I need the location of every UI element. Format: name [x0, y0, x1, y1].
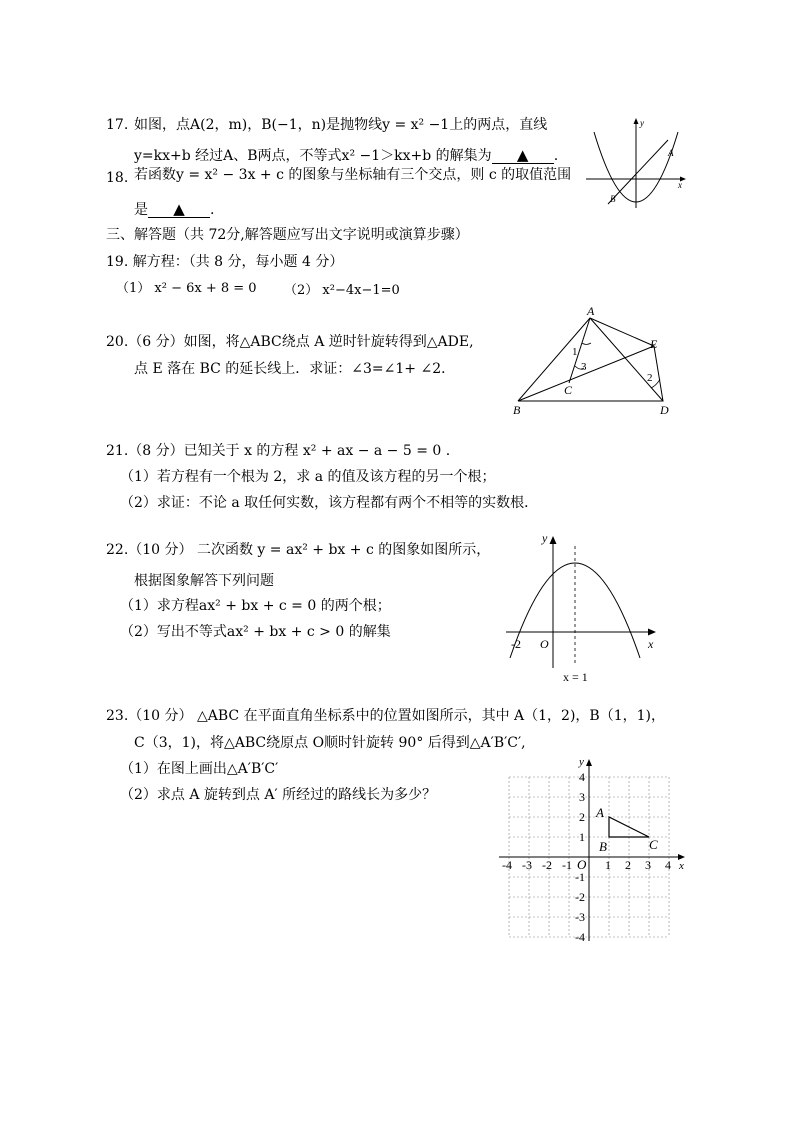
q22-symmetry-label: x = 1	[563, 670, 588, 684]
q23-ytick: 2	[579, 810, 585, 824]
q17-figure	[580, 112, 690, 212]
q18-line2	[134, 201, 214, 219]
q23-xtick: -4	[502, 858, 512, 872]
q23-xtick: 4	[665, 858, 671, 872]
q23-xtick: -1	[562, 858, 572, 872]
q23-ytick: 1	[579, 830, 585, 844]
q18-end: .	[210, 202, 215, 218]
q20-figure	[508, 304, 678, 418]
q17-point-a-label: A	[668, 148, 674, 158]
q22-line1: 22.（10 分） 二次函数 y = ax² + bx + c 的图象如图所示，	[106, 542, 491, 558]
q21-line1: 21.（8 分）已知关于 x 的方程 x² + ax − a − 5 = 0 .	[106, 443, 451, 459]
q23-xtick: -3	[522, 858, 532, 872]
q18-line1: 若函数y = x² − 3x + c 的图象与坐标轴有三个交点，则 c 的取值范围	[134, 167, 572, 183]
q23-ytick: -2	[575, 890, 585, 904]
q22-x-label: x	[648, 637, 654, 651]
q17-y-arrow	[634, 118, 639, 124]
q20-line2: 点 E 落在 BC 的延长线上．求证：∠3=∠1+ ∠2．	[134, 361, 456, 377]
q22-origin-label: O	[540, 637, 549, 651]
q19-title: 19. 解方程：（共 8 分，每小题 4 分）	[106, 254, 344, 270]
q17-line1: 如图，点A(2，m)，B(−1，n)是抛物线y = x² −1上的两点，直线	[134, 117, 548, 133]
q21-part1: （1）若方程有一个根为 2，求 a 的值及该方程的另一个根；	[120, 469, 496, 485]
q22-figure	[500, 528, 670, 688]
q20-angle1-label: 1	[572, 346, 578, 358]
q17-y-label: y	[640, 118, 644, 128]
q20-angle2-label: 2	[647, 372, 653, 384]
q17-line2-text: y=kx+b 经过A、B两点，不等式x² −1＞kx+b 的解集为	[134, 148, 492, 164]
q19-part1: （1） x² − 6x + 8 = 0	[116, 281, 257, 296]
q21-part2: （2）求证：不论 a 取任何实数，该方程都有两个不相等的实数根．	[120, 495, 539, 511]
q20-label-e: E	[650, 337, 658, 351]
q23-label-a: A	[596, 805, 604, 820]
q23-xtick: 3	[645, 858, 651, 872]
q23-xtick: 2	[625, 858, 631, 872]
q20-angle1-arc	[582, 343, 591, 345]
q17-line-kxb	[608, 140, 668, 204]
q20-segment-ad	[590, 318, 663, 401]
q23-x-label: x	[679, 860, 684, 872]
q23-line1: 23.（10 分） △ABC 在平面直角坐标系中的位置如图所示，其中 A（1，2)，B（1，1)，	[106, 708, 665, 724]
q17-point-b-label: B	[610, 194, 616, 204]
q23-part2: （2）求点 A 旋转到点 A′ 所经过的路线长为多少？	[120, 787, 437, 803]
q20-label-d: D	[660, 403, 669, 417]
q20-label-a: A	[587, 304, 595, 318]
section3-heading: 三、解答题（共 72分,解答题应写出文字说明或演算步骤）	[106, 227, 469, 243]
q23-y-label: y	[579, 756, 584, 768]
q23-y-arrow	[586, 759, 592, 766]
q20-label-c: C	[564, 383, 573, 397]
q23-ytick: -3	[575, 910, 585, 924]
q17-answer-blank: ▲	[492, 148, 554, 164]
q23-xtick: 1	[605, 858, 611, 872]
q20-angle3-label: 3	[581, 361, 587, 373]
q22-part2: （2）写出不等式ax² + bx + c > 0 的解集	[120, 624, 391, 640]
q23-figure	[495, 755, 690, 945]
q23-xtick: -2	[542, 858, 552, 872]
q22-line2: 根据图象解答下列问题	[134, 573, 274, 589]
q19-part2: （2） x²−4x−1=0	[284, 283, 400, 298]
q22-tick-neg2: -2	[511, 637, 521, 651]
q20-line1: 20.（6 分）如图，将△ABC绕点 A 逆时针旋转得到△ADE,	[106, 334, 474, 350]
q23-ytick: 4	[579, 770, 585, 784]
q23-label-b: B	[599, 839, 607, 854]
q17-line2	[134, 147, 558, 165]
q20-segment-bce	[518, 346, 654, 401]
q23-line2: C（3，1)，将△ABC绕原点 O顺时针旋转 90° 后得到△A′B′C′,	[134, 735, 526, 751]
q20-label-b: B	[513, 403, 521, 417]
q22-y-label: y	[542, 531, 548, 545]
q17-end: .	[553, 148, 559, 164]
q17-number: 17.	[106, 117, 129, 133]
q17-x-label: x	[678, 180, 682, 190]
q18-number: 18.	[106, 170, 129, 186]
q18-line2-text: 是	[134, 202, 148, 218]
q18-answer-blank: ▲	[148, 202, 210, 218]
q22-part1: （1）求方程ax² + bx + c = 0 的两个根；	[120, 598, 391, 614]
q22-y-arrow	[550, 536, 557, 544]
q20-triangle-outline	[518, 318, 663, 401]
q23-ytick: -1	[575, 870, 585, 884]
q23-label-c: C	[649, 837, 658, 852]
q23-ytick: 3	[579, 790, 585, 804]
q23-part1: （1）在图上画出△A′B′C′	[120, 761, 279, 777]
q23-ytick: -4	[575, 930, 585, 944]
q22-x-arrow	[648, 629, 656, 636]
q23-origin-label: O	[577, 857, 587, 872]
